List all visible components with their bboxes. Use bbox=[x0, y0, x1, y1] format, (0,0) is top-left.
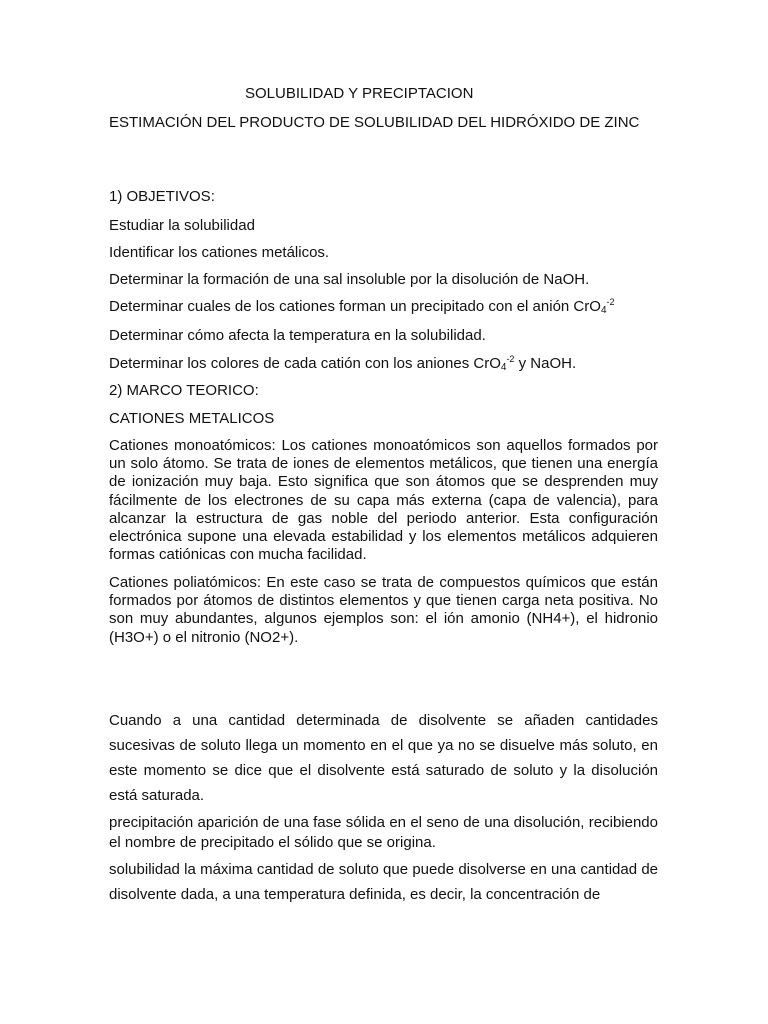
chromate-subscript: 4 bbox=[600, 305, 607, 316]
colors-subscript: 4 bbox=[500, 362, 507, 373]
objective-colors-text: Determinar los colores de cada catión con los aniones CrO bbox=[109, 355, 501, 372]
objective-item: Determinar cómo afecta la temperatura en la solubilidad. bbox=[109, 327, 486, 344]
objective-item-colors bbox=[109, 355, 576, 373]
objective-chromate-text: Determinar cuales de los cationes forman un precipitado con el anión CrO bbox=[109, 298, 601, 315]
paragraph-precipitation: precipitación aparición de una fase sólida en el seno de una disolución, recibiendo el nombre de precipitado el sólido que se origina. bbox=[109, 814, 658, 851]
objective-item: Determinar la formación de una sal insoluble por la disolución de NaOH. bbox=[109, 271, 590, 288]
objective-item: Identificar los cationes metálicos. bbox=[109, 244, 330, 261]
theory-heading: 2) MARCO TEORICO: bbox=[109, 382, 259, 399]
paragraph-polyatomic: Cationes poliatómicos: En este caso se trata de compuestos químicos que están formados por átomos de distintos elementos y que tienen carga neta positiva. No son muy abundantes, algunos ejemplos son: el ión amonio (NH4+), el hidronio (H3O+) o el nitronio (NO2+). bbox=[109, 574, 658, 646]
objective-colors-tail: y NaOH. bbox=[514, 355, 577, 372]
objectives-heading: 1) OBJETIVOS: bbox=[109, 188, 215, 205]
document-subtitle: ESTIMACIÓN DEL PRODUCTO DE SOLUBILIDAD DEL HIDRÓXIDO DE ZINC bbox=[109, 114, 640, 131]
cations-heading: CATIONES METALICOS bbox=[109, 410, 275, 427]
chromate-superscript: -2 bbox=[606, 297, 615, 307]
document-title: SOLUBILIDAD Y PRECIPTACION bbox=[245, 85, 474, 102]
paragraph-solubility: solubilidad la máxima cantidad de soluto que puede disolverse en una cantidad de disolvente dada, a una temperatura definida, es decir, la concentración de bbox=[109, 861, 658, 903]
objective-item-chromate bbox=[109, 298, 615, 316]
paragraph-monoatomic: Cationes monoatómicos: Los cationes monoatómicos son aquellos formados por un solo átomo. Se trata de iones de elementos metálicos, que tienen una energía de ionización muy baja. Esto significa que son átomos que se desprenden muy fácilmente de los electrones de su capa más externa (capa de valencia), para alcanzar la estructura de gas noble del periodo anterior. Esta configuración electrónica supone una elevada estabilidad y los elementos metálicos adquieren formas catiónicas con mucha facilidad. bbox=[109, 437, 658, 564]
paragraph-saturation: Cuando a una cantidad determinada de disolvente se añaden cantidades sucesivas de soluto llega un momento en el que ya no se disuelve más soluto, en este momento se dice que el disolvente está saturado de soluto y la disolución está saturada. bbox=[109, 712, 658, 804]
objective-item: Estudiar la solubilidad bbox=[109, 217, 255, 234]
colors-superscript: -2 bbox=[506, 354, 515, 364]
